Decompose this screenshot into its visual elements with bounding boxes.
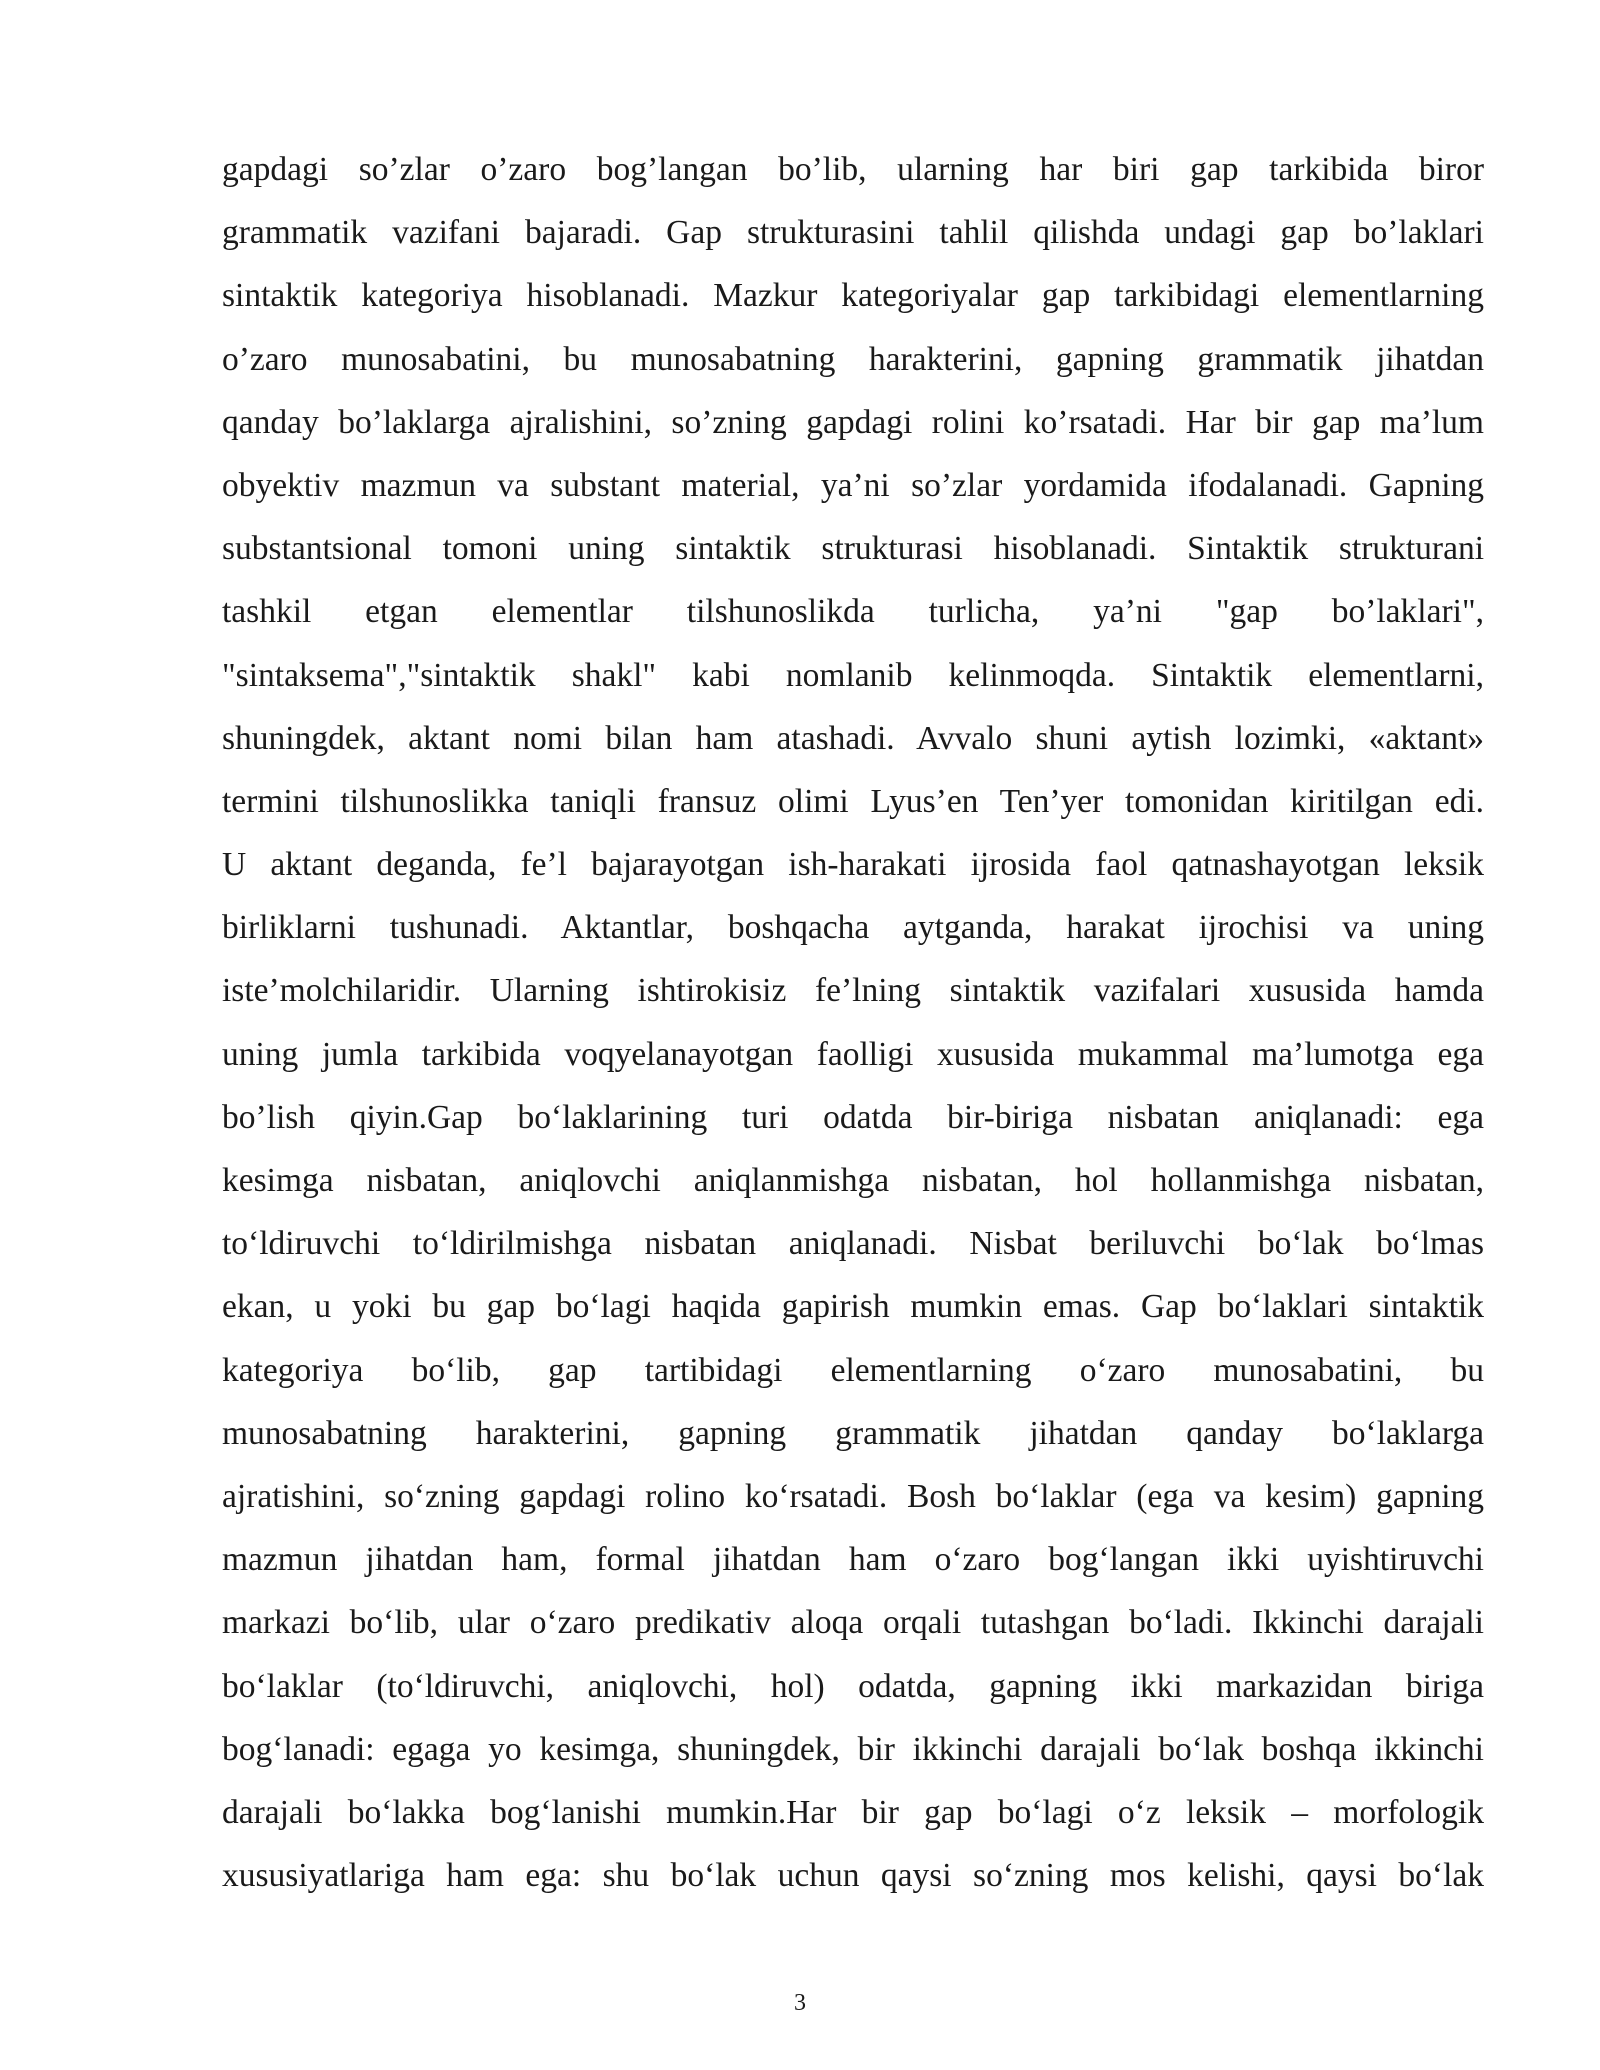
text-line: kesimga nisbatan, aniqlovchi aniqlanmishga nisbatan, hol hollanmishga nisbatan, — [222, 1162, 1484, 1199]
text-line: ekan, u yoki bu gap bo‘lagi haqida gapirish mumkin emas. Gap bo‘laklari sintaktik — [222, 1288, 1484, 1326]
text-line: ajratishini, so‘zning gapdagi rolino ko‘rsatadi. Bosh bo‘laklar (ega va kesim) gapning — [222, 1477, 1484, 1515]
text-line: bo‘laklar (to‘ldiruvchi, aniqlovchi, hol) odatda, gapning ikki markazidan biriga — [222, 1667, 1484, 1705]
text-line: termini tilshunoslikka taniqli fransuz olimi Lyus’en Ten’yer tomonidan kiritilgan edi. — [222, 782, 1484, 820]
text-line: birliklarni tushunadi. Aktantlar, boshqacha aytganda, harakat ijrochisi va uning — [222, 909, 1484, 947]
text-line: kategoriya bo‘lib, gap tartibidagi elementlarning o‘zaro munosabatini, bu — [222, 1351, 1484, 1389]
text-line: darajali bo‘lakka bog‘lanishi mumkin.Har bir gap bo‘lagi o‘z leksik – morfologik — [222, 1793, 1484, 1831]
text-line: qanday bo’laklarga ajralishini, so’zning gapdagi rolini ko’rsatadi. Har bir gap ma’lum — [222, 403, 1484, 441]
text-line: grammatik vazifani bajaradi. Gap strukturasini tahlil qilishda undagi gap bo’laklari — [222, 214, 1484, 252]
text-line: o’zaro munosabatini, bu munosabatning harakterini, gapning grammatik jihatdan — [222, 340, 1484, 378]
text-line: mazmun jihatdan ham, formal jihatdan ham o‘zaro bog‘langan ikki uyishtiruvchi — [222, 1541, 1484, 1579]
text-line: bo’lish qiyin.Gap bo‘laklarining turi odatda bir-biriga nisbatan aniqlanadi: ega — [222, 1098, 1484, 1136]
text-line: tashkil etgan elementlar tilshunoslikda turlicha, ya’ni "gap bo’laklari", — [222, 593, 1484, 631]
body-text — [222, 138, 1484, 1907]
text-line: bog‘lanadi: egaga yo kesimga, shuningdek, bir ikkinchi darajali bo‘lak boshqa ikkinchi — [222, 1730, 1484, 1768]
text-line: U aktant deganda, fe’l bajarayotgan ish-harakati ijrosida faol qatnashayotgan leksik — [222, 846, 1484, 884]
text-line: iste’molchilaridir. Ularning ishtirokisiz fe’lning sintaktik vazifalari xususida hamda — [222, 972, 1484, 1010]
text-line: markazi bo‘lib, ular o‘zaro predikativ aloqa orqali tutashgan bo‘ladi. Ikkinchi darajali — [222, 1604, 1484, 1642]
page-number: 3 — [794, 1990, 806, 2016]
text-line: "sintaksema","sintaktik shakl" kabi nomlanib kelinmoqda. Sintaktik elementlarni, — [222, 656, 1484, 694]
text-line: shuningdek, aktant nomi bilan ham atashadi. Avvalo shuni aytish lozimki, «aktant» — [222, 719, 1484, 757]
text-line: uning jumla tarkibida voqyelanayotgan faolligi xususida mukammal ma’lumotga ega — [222, 1035, 1484, 1073]
text-line: gapdagi so’zlar o’zaro bog’langan bo’lib, ularning har biri gap tarkibida biror — [222, 151, 1484, 188]
text-line: munosabatning harakterini, gapning grammatik jihatdan qanday bo‘laklarga — [222, 1414, 1484, 1452]
text-line: sintaktik kategoriya hisoblanadi. Mazkur kategoriyalar gap tarkibidagi elementlarning — [222, 277, 1484, 315]
text-line: xususiyatlariga ham ega: shu bo‘lak uchun qaysi so‘zning mos kelishi, qaysi bo‘lak — [222, 1857, 1484, 1895]
text-line: to‘ldiruvchi to‘ldirilmishga nisbatan aniqlanadi. Nisbat beriluvchi bo‘lak bo‘lmas — [222, 1225, 1484, 1263]
text-line: substantsional tomoni uning sintaktik strukturasi hisoblanadi. Sintaktik strukturani — [222, 530, 1484, 568]
text-line: obyektiv mazmun va substant material, ya’ni so’zlar yordamida ifodalanadi. Gapning — [222, 466, 1484, 504]
